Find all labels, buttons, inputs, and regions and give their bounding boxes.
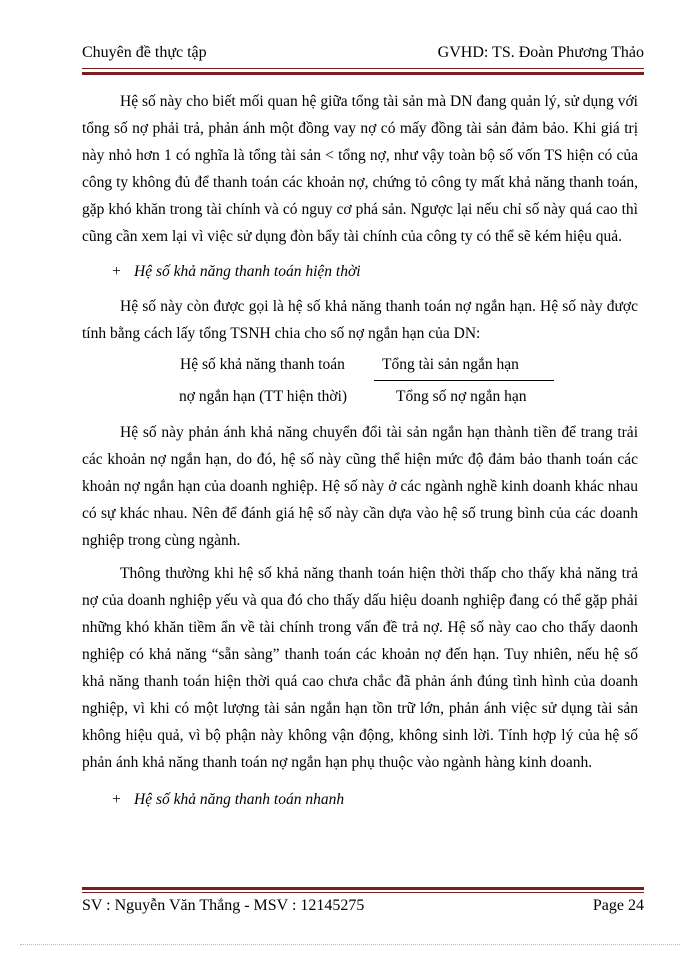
footer-rule-thin xyxy=(82,892,644,893)
bullet-label: Hệ số khả năng thanh toán nhanh xyxy=(134,791,345,808)
page-body xyxy=(82,88,638,821)
paragraph-3: Hệ số này phản ánh khả năng chuyển đổi tài sản ngắn hạn thành tiền để trang trải các khoản nợ ngắn hạn, do đó, hệ số này cũng thể hiện mức độ đảm bảo thanh toán các khoản nợ ngắn hạn của doanh nghiệp. Hệ số này ở các ngành nghề kinh doanh khác nhau có sự khác nhau. Nên để đánh giá hệ số này cần dựa vào hệ số trung bình của các doanh nghiệp trong cùng ngành. xyxy=(82,424,638,549)
page-edge-divider xyxy=(20,944,680,945)
paragraph-2: Hệ số này còn được gọi là hệ số khả năng thanh toán nợ ngắn hạn. Hệ số này được tính bằng cách lấy tổng TSNH chia cho số nợ ngắn hạn của DN: xyxy=(82,298,638,342)
bullet-quick-ratio xyxy=(112,786,638,813)
header-advisor: GVHD: TS. Đoàn Phương Thảo xyxy=(437,44,644,61)
paragraph-4: Thông thường khi hệ số khả năng thanh toán hiện thời thấp cho thấy khả năng trả nợ của doanh nghiệp yếu và qua đó cho thấy dấu hiệu doanh nghiệp đang có thể gặp phải những khó khăn tiềm ẩn về tài chính trong vấn đề trả nợ. Hệ số này cao cho thấy daonh nghiệp có khả năng “sẵn sàng” thanh toán các khoản nợ đến hạn. Tuy nhiên, nếu hệ số khả năng thanh toán hiện thời quá cao chưa chắc đã phản ánh đúng tình hình của doanh nghiệp, vì khi có một lượng tài sản ngắn hạn tồn trữ lớn, phản ánh việc sử dụng tài sản không hiệu quả, vì bộ phận này không vận động, không sinh lời. Tính hợp lý của hệ số phản ánh khả năng thanh toán nợ ngắn hạn phụ thuộc vào ngành hàng kinh doanh. xyxy=(82,565,638,771)
formula-lhs-line2: nợ ngắn hạn (TT hiện thời) xyxy=(179,388,348,405)
bullet-label: Hệ số khả năng thanh toán hiện thời xyxy=(134,263,361,280)
formula-lhs-line1: Hệ số khả năng thanh toán xyxy=(180,356,345,373)
formula-fraction-bar xyxy=(374,380,554,381)
formula xyxy=(82,351,638,415)
header-rule-thin xyxy=(82,68,644,69)
bullet-plus-icon: + xyxy=(112,791,121,808)
page-header xyxy=(82,44,644,70)
bullet-current-ratio xyxy=(112,258,638,285)
header-rule-thick xyxy=(82,72,644,75)
bullet-plus-icon: + xyxy=(112,263,121,280)
page-number: Page 24 xyxy=(592,897,644,914)
footer-rule-thick xyxy=(82,887,644,890)
paragraph-1: Hệ số này cho biết mối quan hệ giữa tổng tài sản mà DN đang quản lý, sử dụng với tổng số nợ phải trả, phản ánh một đồng vay nợ có mấy đồng tài sản đảm bảo. Khi giá trị này nhỏ hơn 1 có nghĩa là tổng tài sản < tổng nợ, như vậy toàn bộ số vốn TS hiện có của công ty không đủ để thanh toán các khoản nợ, chứng tỏ công ty mất khả năng thanh toán, gặp khó khăn trong tài chính và có nguy cơ phá sản. Ngược lại nếu chỉ số này quá cao thì cũng cần xem lại vì việc sử dụng đòn bẩy tài chính của công ty có thể sẽ kém hiệu quả. xyxy=(82,93,638,245)
formula-denominator: Tổng số nợ ngắn hạn xyxy=(396,388,527,405)
footer-student: SV : Nguyễn Văn Thắng - MSV : 12145275 xyxy=(82,897,365,914)
header-title: Chuyên đề thực tập xyxy=(82,44,207,61)
formula-numerator: Tổng tài sản ngắn hạn xyxy=(382,356,519,373)
